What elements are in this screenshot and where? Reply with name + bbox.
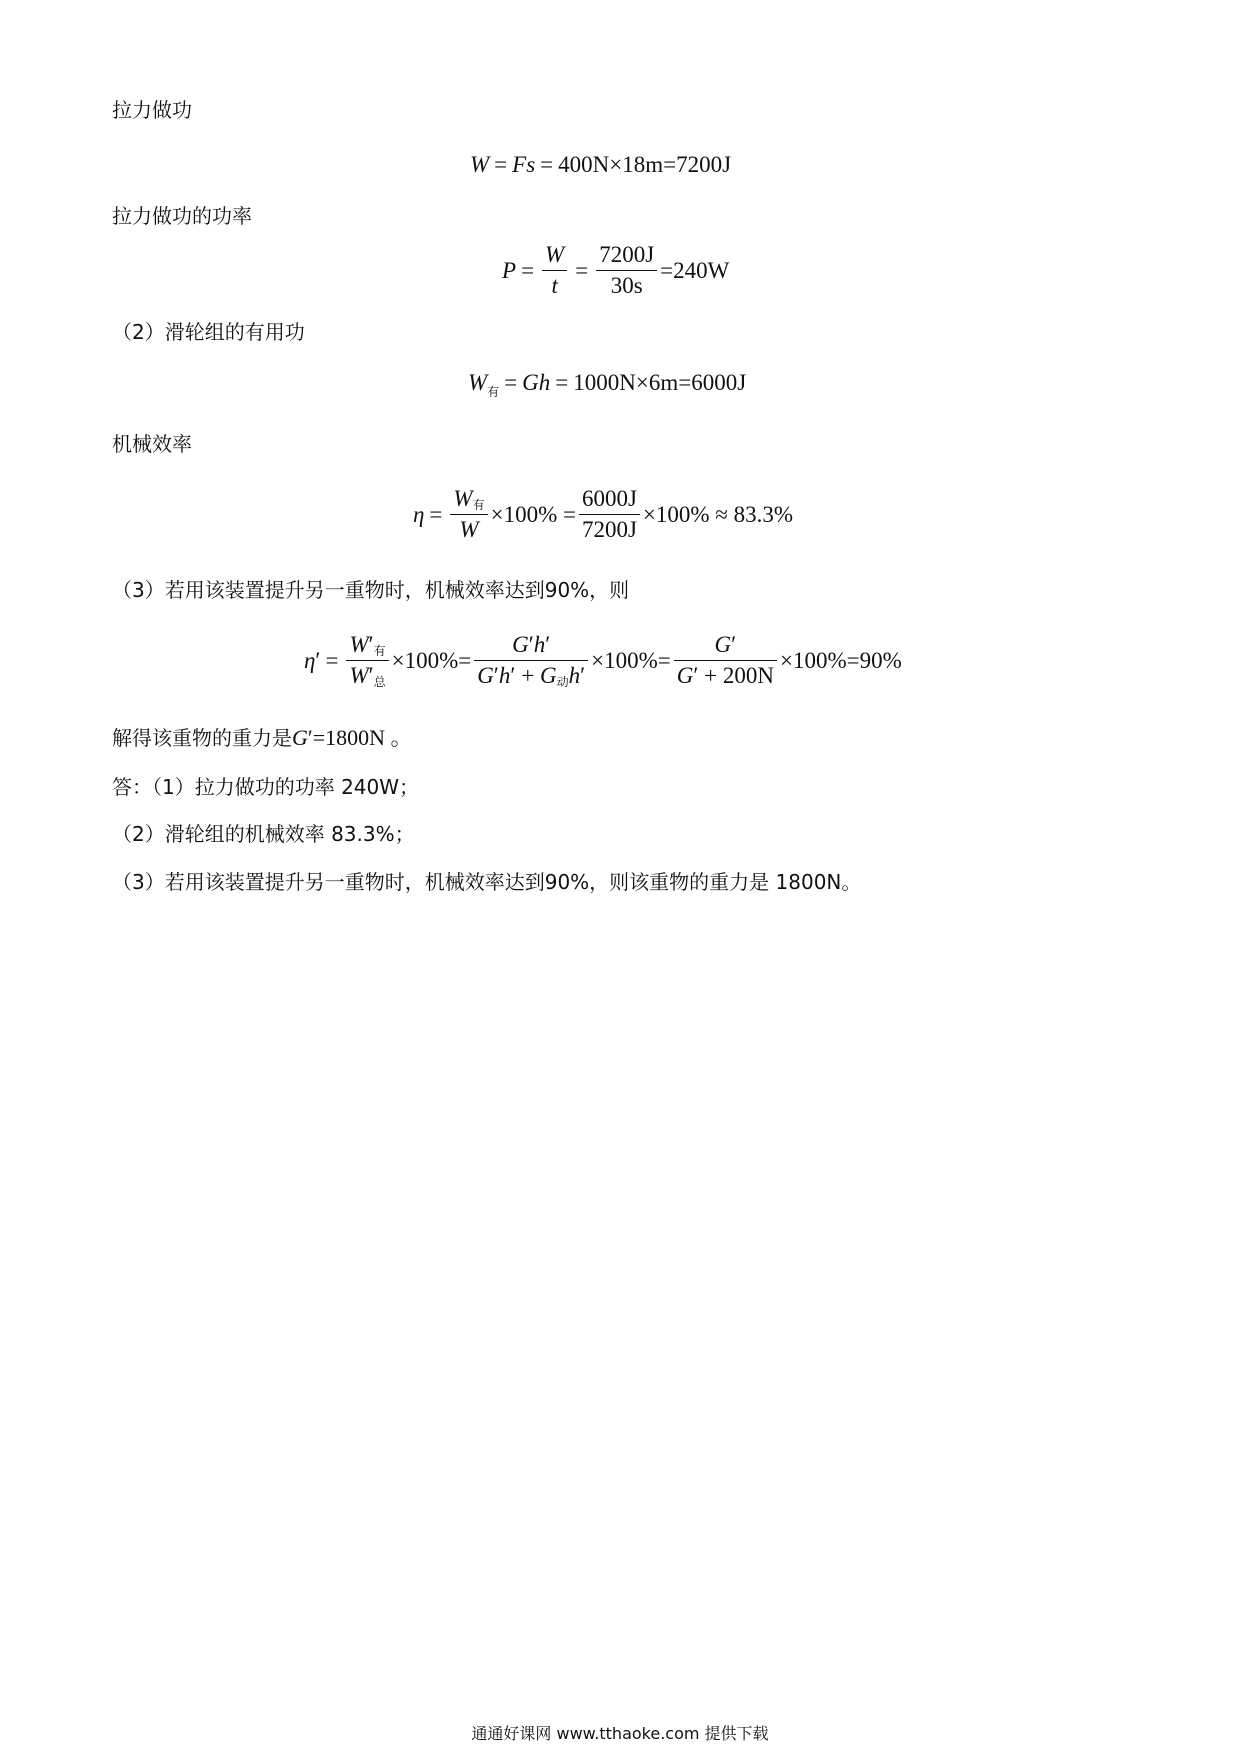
equation-new-efficiency: η ′ = W ′ 有 W ′ 总 ×100%= G ′ h ′ G ′ h ′ + G 动 h ′ ×100%= G ′ G ′ + 200N ×100%=90% bbox=[304, 632, 902, 689]
fraction-efficiency-values: $\frac{6000J}{7200J}$ bbox=[579, 484, 640, 545]
text-line-2: 拉力做功的功率 bbox=[112, 204, 252, 228]
text-line-4: 机械效率 bbox=[112, 432, 192, 456]
text-line-3: （2）滑轮组的有用功 bbox=[112, 320, 305, 344]
equation-efficiency: η = W 有 W ×100% = $\frac{6000J}{7200J}$ ×100% ≈ 83.3% bbox=[413, 484, 793, 545]
text-line-9: （3）若用该装置提升另一重物时，机械效率达到90%，则该重物的重力是 1800N。 bbox=[112, 870, 862, 894]
fraction-wyou-over-wzong: W ′ 有 W ′ 总 bbox=[346, 630, 388, 691]
text-line-6: 解得该重物的重力是G′=1800N 。 bbox=[112, 725, 413, 750]
fraction-w-over-t: $\frac{W}{t}$ bbox=[542, 240, 567, 301]
text-line-1: 拉力做功 bbox=[112, 98, 192, 122]
text-line-7: 答：（1）拉力做功的功率 240W； bbox=[112, 775, 420, 799]
fraction-g-over-g-plus-200: G ′ G ′ + 200N bbox=[674, 630, 777, 691]
text-line-8: （2）滑轮组的机械效率 83.3%； bbox=[112, 822, 415, 846]
equation-power: P = $\frac{W}{t}$ = $\frac{7200J}{30s}$ =240W bbox=[502, 240, 729, 301]
fraction-power-values: $\frac{7200J}{30s}$ bbox=[596, 240, 657, 301]
fraction-gh-over-total: G ′ h ′ G ′ h ′ + G 动 h ′ bbox=[474, 630, 588, 691]
footer-watermark: 通通好课网 www.tthaoke.com 提供下载 bbox=[471, 1724, 769, 1743]
equation-useful-work: W 有 = Gh = 1000N×6m=6000J bbox=[468, 370, 747, 399]
equation-efficiency-tail: ×100% ≈ 83.3% bbox=[642, 501, 794, 527]
equation-work: W = Fs = 400N×18m=7200J bbox=[470, 152, 732, 177]
equation-new-efficiency-tail: ×100%=90% bbox=[779, 647, 902, 673]
fraction-wyou-over-w: W 有 W bbox=[450, 484, 487, 545]
text-line-5: （3）若用该装置提升另一重物时，机械效率达到90%，则 bbox=[112, 578, 630, 602]
equation-work-rhs: 400N×18m=7200J bbox=[558, 152, 732, 177]
equation-power-result: =240W bbox=[660, 257, 730, 283]
equation-useful-work-rhs: 1000N×6m=6000J bbox=[573, 370, 747, 395]
